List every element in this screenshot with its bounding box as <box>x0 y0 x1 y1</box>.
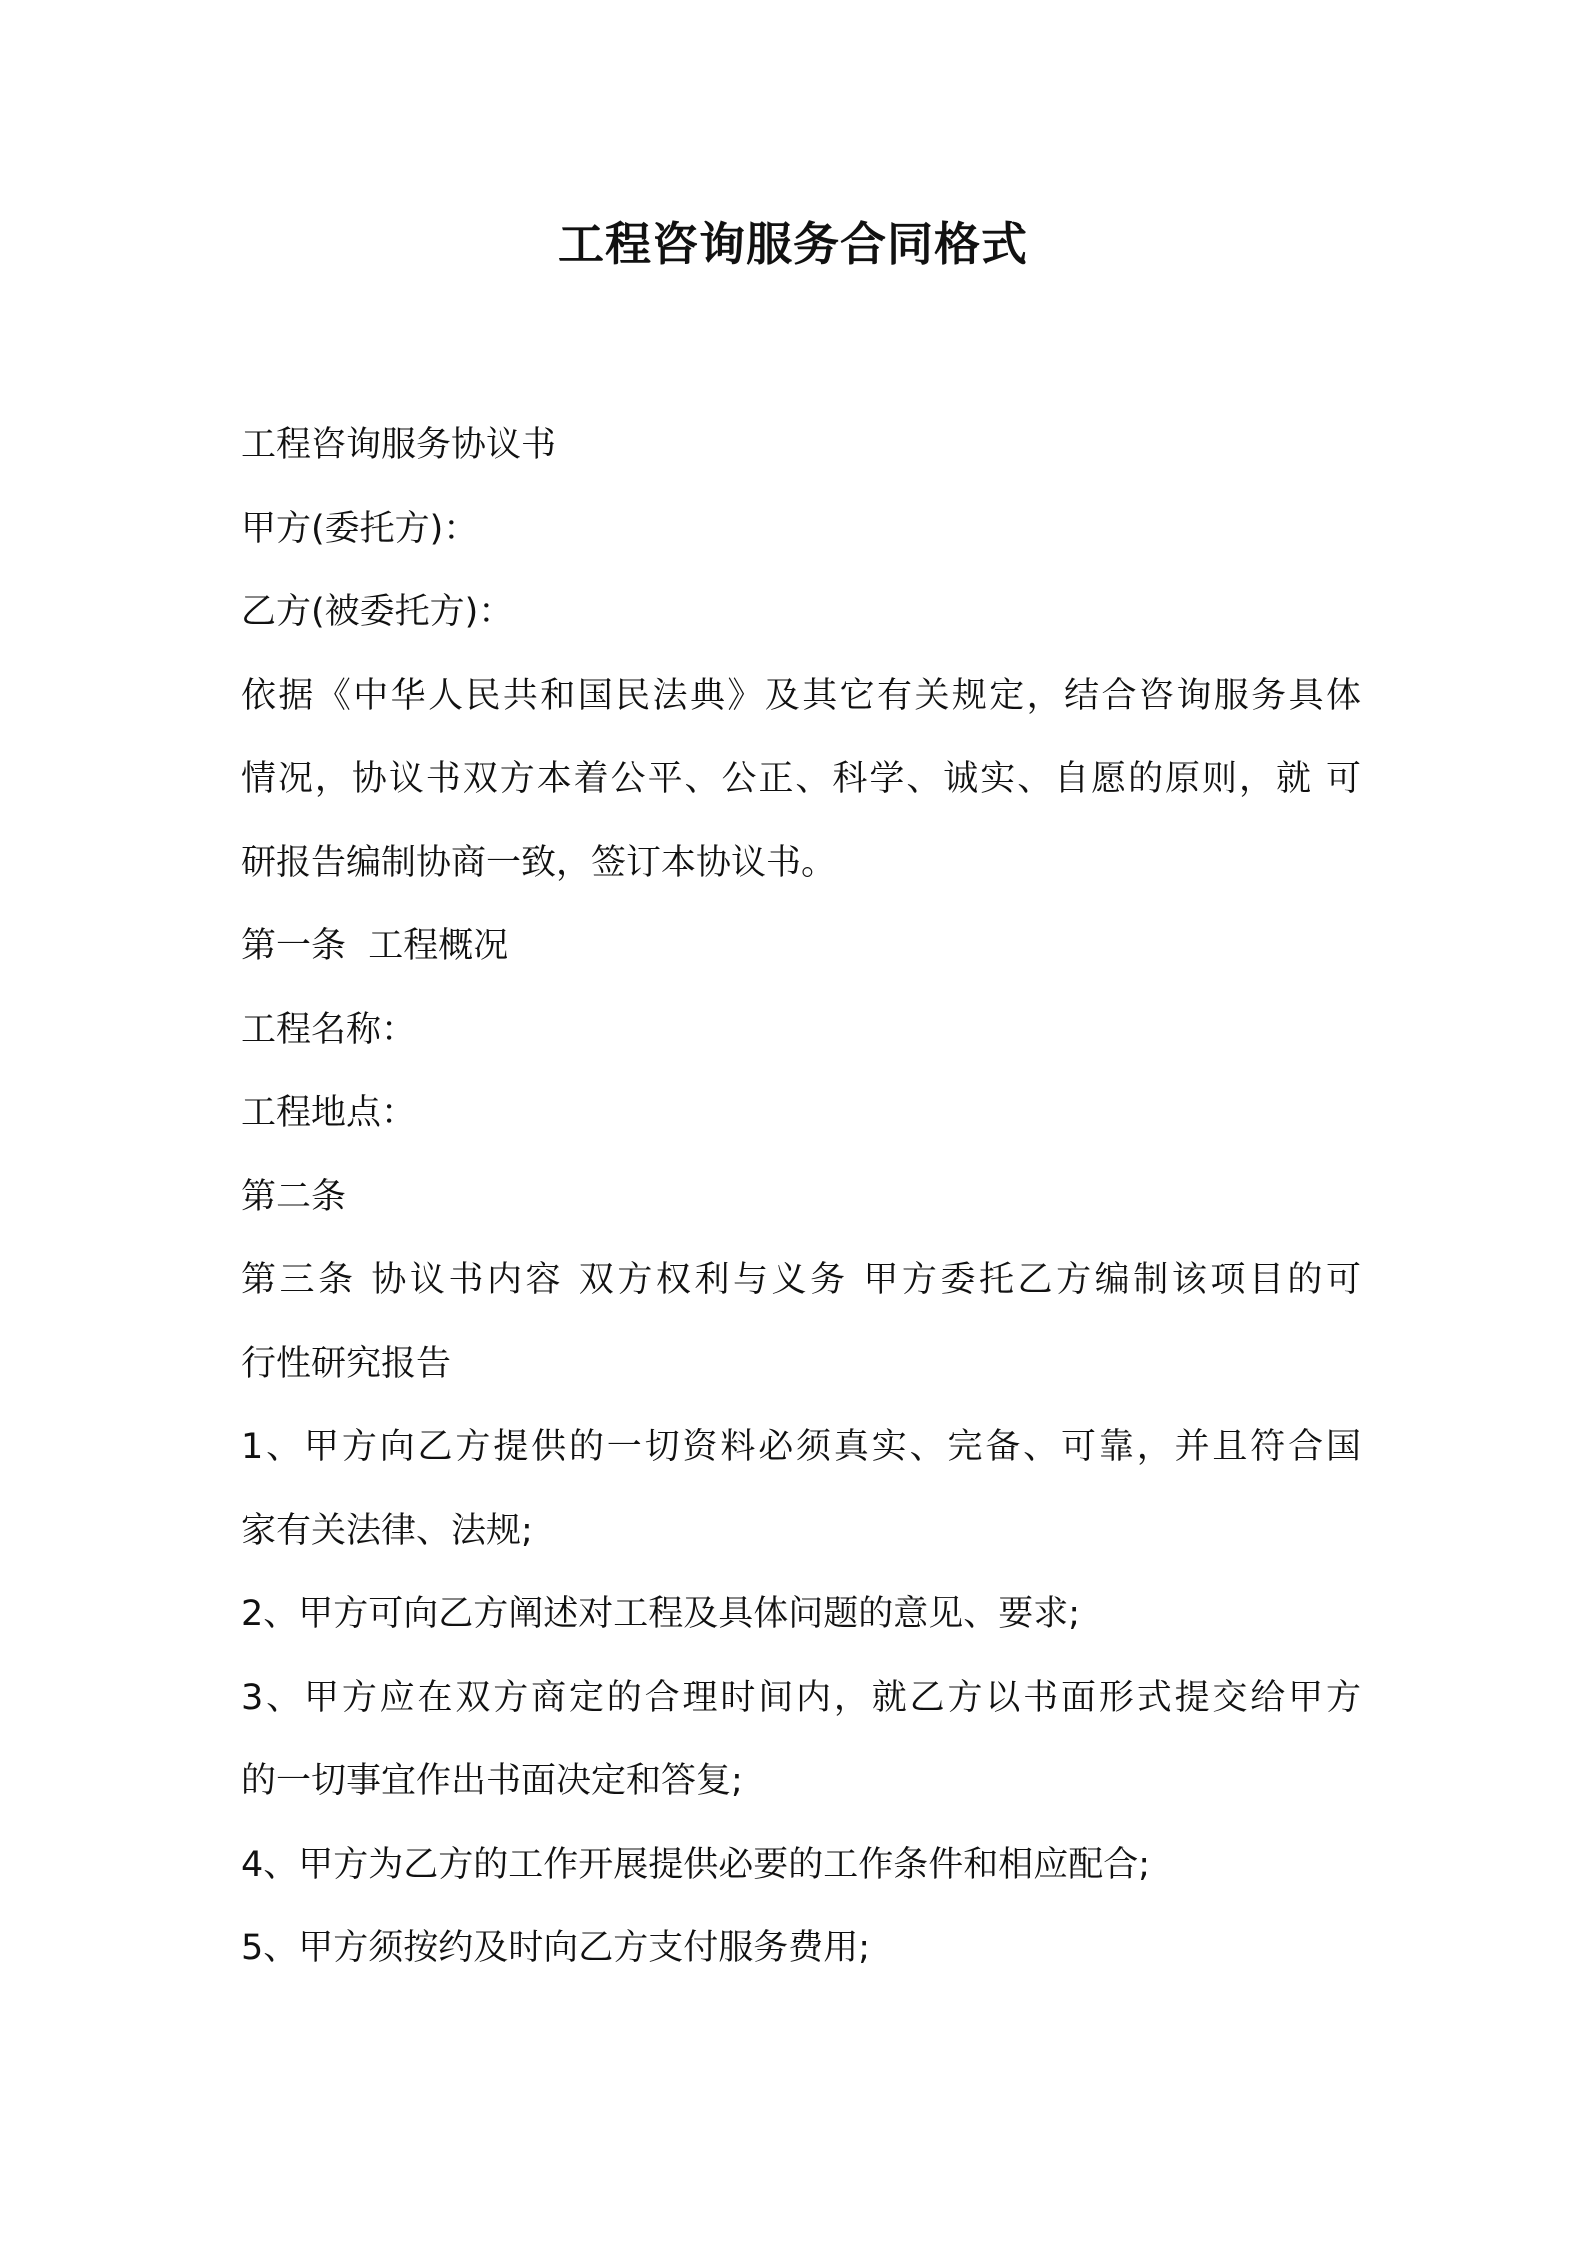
document-body <box>241 404 1361 1991</box>
clause-1-line-1: 1、甲方向乙方提供的一切资料必须真实、完备、可靠，并且符合国 <box>241 1427 1361 1467</box>
article-1-heading: 第一条 工程概况 <box>241 926 509 966</box>
preamble-line-1: 依据《中华人民共和国民法典》及其它有关规定，结合咨询服务具体 <box>241 675 1361 716</box>
project-name-line: 工程名称： <box>241 1009 417 1050</box>
clause-2-line: 2、甲方可向乙方阐述对工程及具体问题的意见、要求; <box>241 1594 1081 1634</box>
article-3-line-1: 第三条 协议书内容 双方权利与义务 甲方委托乙方编制该项目的可 <box>241 1260 1361 1300</box>
agreement-heading: 工程咨询服务协议书 <box>241 425 557 465</box>
project-location-line: 工程地点： <box>241 1093 417 1133</box>
preamble-line-3: 研报告编制协商一致，签订本协议书。 <box>241 842 837 883</box>
article-3-line-2: 行性研究报告 <box>241 1343 452 1384</box>
document-title: 工程咨询服务合同格式 <box>558 217 1028 271</box>
clause-3-line-2: 的一切事宜作出书面决定和答复; <box>241 1761 743 1801</box>
party-a-line: 甲方(委托方)： <box>241 508 479 549</box>
clause-4-line: 4、甲方为乙方的工作开展提供必要的工作条件和相应配合; <box>241 1844 1151 1885</box>
party-b-line: 乙方(被委托方)： <box>241 592 514 632</box>
article-2-heading: 第二条 <box>241 1176 347 1217</box>
clause-5-line: 5、甲方须按约及时向乙方支付服务费用; <box>241 1928 871 1968</box>
clause-1-line-2: 家有关法律、法规; <box>241 1510 533 1551</box>
preamble-line-2: 情况，协议书双方本着公平、公正、科学、诚实、自愿的原则，就 可 <box>241 759 1361 799</box>
clause-3-line-1: 3、甲方应在双方商定的合理时间内，就乙方以书面形式提交给甲方 <box>241 1677 1361 1718</box>
